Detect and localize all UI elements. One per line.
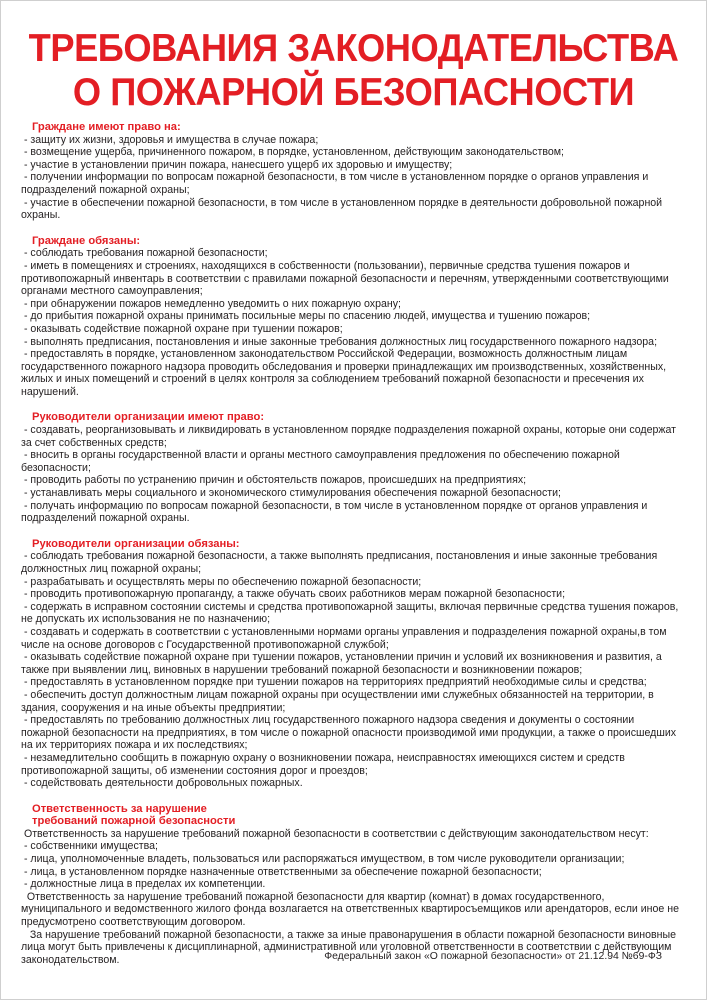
list-item: - участие в установлении причин пожара, нанесшего ущерб их здоровью и имуществу; bbox=[21, 158, 453, 171]
list-item: - лица, в установленном порядке назначенные ответственными за обеспечение пожарной безопасности; bbox=[21, 865, 542, 878]
document-body bbox=[21, 121, 684, 979]
list-item: За нарушение требований пожарной безопасности, а также за иные правонарушения в области пожарной безопасности виновные лица могут быть привлечены к дисциплинарной, административной или уголовной ответственности в соответствии с действующим законодательством. bbox=[21, 928, 679, 966]
list-item: - устанавливать меры социального и экономического стимулирования обеспечения пожарной безопасности; bbox=[21, 487, 561, 500]
list-item: - собственники имущества; bbox=[21, 840, 158, 853]
list-item: - предоставлять в порядке, установленном законодательством Российской Федерации, возможность должностным лицам государственного пожарного надзора проводить обследования и проверки принадлежащих им производственных, хозяйственных, жилых и иных помещений и строений в целях контроля за соблюдением требований пожарной безопасности и пресечения их нарушений. bbox=[21, 348, 670, 398]
list-item: - должностные лица в пределах их компетенции. bbox=[21, 878, 266, 891]
section-heading-line: Ответственность за нарушение bbox=[32, 802, 207, 815]
page-title bbox=[26, 1, 682, 115]
section-heading-line: Граждане имеют право на: bbox=[32, 121, 181, 133]
list-item: - содействовать деятельности добровольных пожарных. bbox=[21, 777, 303, 790]
list-item: - выполнять предписания, постановления и иные законные требования должностных лиц государственного пожарного надзора; bbox=[21, 335, 658, 348]
title-line-2: О ПОЖАРНОЙ БЕЗОПАСНОСТИ bbox=[72, 71, 635, 114]
section-1 bbox=[21, 121, 684, 222]
list-item: - получать информацию по вопросам пожарной безопасности, в том числе в установленном порядке от органов управления и подразделений пожарной охраны. bbox=[21, 499, 651, 525]
section-heading bbox=[21, 803, 684, 828]
list-item: - проводить противопожарную пропаганду, а также обучать своих работников мерам пожарной безопасности; bbox=[21, 588, 566, 601]
section-heading-line: Граждане обязаны: bbox=[32, 234, 141, 247]
list-item: - участие в обеспечении пожарной безопасности, в том числе в установленном порядке в деятельности добровольной пожарной охраны. bbox=[21, 196, 666, 222]
list-item: Ответственность за нарушение требований пожарной безопасности для квартир (комнат) в домах государственного, муниципального и ведомственного жилого фонда возлагается на ответственных квартиросъемщиков или арендаторов, если иное не предусмотрено соответствующим договором. bbox=[21, 890, 682, 929]
list-item: - предоставлять по требованию должностных лиц государственного пожарного надзора сведения и документы о состоянии пожарной безопасности на предприятиях, в том числе о пожарной опасности производимой ими продукции, а также о происшедших на их территориях пожара и их последствиях; bbox=[21, 714, 680, 752]
list-item: - возмещение ущерба, причиненного пожаром, в порядке, установленном, действующим законодательством; bbox=[21, 146, 564, 159]
list-item: - защиту их жизни, здоровья и имущества в случае пожара; bbox=[21, 133, 319, 146]
section-heading-line: Руководители организации имеют право: bbox=[32, 411, 265, 424]
title-line-1: ТРЕБОВАНИЯ ЗАКОНОДАТЕЛЬСТВА bbox=[28, 27, 679, 70]
list-item: - до прибытия пожарной охраны принимать посильные меры по спасению людей, имущества и тушению пожаров; bbox=[21, 310, 591, 323]
list-item: - оказывать содействие пожарной охране при тушении пожаров, установлении причин и условий их возникновения и развития, а также при выявлении лиц, виновных в нарушении требований пожарной безопасности и возникновении пожаров; bbox=[21, 651, 665, 676]
list-item: - создавать и содержать в соответствии с установленными нормами органы управления и подразделения пожарной охраны,в том числе на основе договоров с Государственной противопожарной службой; bbox=[21, 625, 670, 651]
list-item: - разрабатывать и осуществлять меры по обеспечению пожарной безопасности; bbox=[21, 575, 422, 588]
list-item: - соблюдать требования пожарной безопасности, а также выполнять предписания, постановления и иные законные требования должностных лиц пожарной охраны; bbox=[21, 550, 661, 575]
list-item: - оказывать содействие пожарной охране при тушении пожаров; bbox=[21, 322, 343, 335]
section-4 bbox=[21, 538, 684, 790]
law-reference: Федеральный закон «О пожарной безопасности» от 21.12.94 №69-ФЗ bbox=[324, 951, 662, 962]
list-item: - иметь в помещениях и строениях, находящихся в собственности (пользовании), первичные средства тушения пожаров и противопожарный инвентарь в соответствии с правилами пожарной безопасности и перечням, утвержденными соответствующими органами местного самоуправления; bbox=[21, 259, 672, 298]
list-item: - вносить в органы государственной власти и органы местного самоуправления предложения по обеспечению пожарной безопасности; bbox=[21, 449, 623, 474]
list-item: - соблюдать требования пожарной безопасности; bbox=[21, 247, 268, 260]
section-heading-line: требований пожарной безопасности bbox=[32, 815, 236, 828]
section-5 bbox=[21, 803, 684, 967]
list-item: - обеспечить доступ должностным лицам пожарной охраны при осуществлении ими служебных обязанностей на территории, в здания, сооружения и на иные объекты предприятии; bbox=[21, 688, 657, 714]
list-item: - содержать в исправном состоянии системы и средства противопожарной защиты, включая первичные средства тушения пожаров, не допускать их использования не по назначению; bbox=[21, 600, 682, 626]
list-item: - при обнаружении пожаров немедленно уведомить о них пожарную охрану; bbox=[21, 297, 401, 310]
section-heading bbox=[21, 411, 684, 424]
section-heading bbox=[21, 235, 684, 248]
section-heading bbox=[21, 538, 684, 551]
section-3 bbox=[21, 411, 684, 524]
list-item: - проводить работы по устранению причин и обстоятельств пожаров, происшедших на предприятиях; bbox=[21, 474, 527, 487]
section-heading-line: Руководители организации обязаны: bbox=[32, 537, 240, 550]
list-item: - предоставлять в установленном порядке при тушении пожаров на территориях предприятий необходимые силы и средства; bbox=[21, 676, 647, 689]
list-item: Ответственность за нарушение требований пожарной безопасности в соответствии с действующим законодательством несут: bbox=[21, 827, 649, 840]
list-item: - незамедлительно сообщить в пожарную охрану о возникновении пожара, неисправностях имеющихся систем и средств противопожарной защиты, об изменении состояния дорог и проездов; bbox=[21, 751, 628, 777]
list-item: - создавать, реорганизовывать и ликвидировать в установленном порядке подразделения пожарной охраны, которые они содержат за счет собственных средств; bbox=[21, 424, 679, 449]
section-2 bbox=[21, 235, 684, 399]
list-item: - получении информации по вопросам пожарной безопасности, в том числе в установленном порядке о органов управления и подразделений пожарной охраны; bbox=[21, 171, 652, 196]
section-heading bbox=[21, 121, 684, 134]
list-item: - лица, уполномоченные владеть, пользоваться или распоряжаться имуществом, в том числе руководители организации; bbox=[21, 853, 625, 866]
